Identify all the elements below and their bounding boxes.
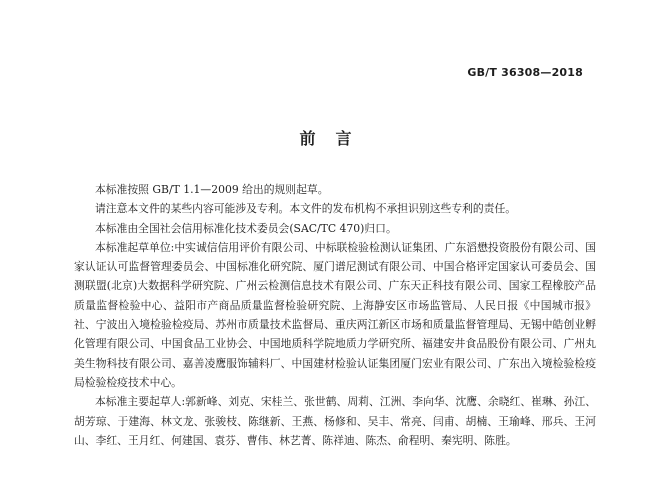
paragraph-drafting-rules: 本标准按照 GB/T 1.1—2009 给出的规则起草。 bbox=[95, 183, 329, 196]
standard-code: GB/T 36308—2018 bbox=[467, 66, 583, 79]
paragraph-committee: 本标准由全国社会信用标准化技术委员会(SAC/TC 470)归口。 bbox=[95, 221, 397, 235]
paragraph-patent-notice: 请注意本文件的某些内容可能涉及专利。本文件的发布机构不承担识别这些专利的责任。 bbox=[95, 202, 517, 216]
page-title: 前言 bbox=[299, 129, 372, 148]
paragraph-drafters: 本标准主要起草人:郭新峰、刘克、宋桂兰、张世鹤、周莉、江洲、李向华、沈鹰、余晓红、崔琳、孙江、胡芳琼、于建海、林文龙、张骏枝、陈继新、王燕、杨修和、吴丰、常亮、闫甫、胡楠、王瑜峰、邢兵、王河山、李红、王月红、何建国、袁芬、曹伟、林艺菁、陈祥迪、陈杰、俞程明、秦宪明、陈胜。 bbox=[74, 395, 596, 447]
paragraph-drafting-units: 本标准起草单位:中实诚信信用评价有限公司、中标联检验检测认证集团、广东滔懋投资股份有限公司、国家认证认可监督管理委员会、中国标准化研究院、厦门谱尼测试有限公司、中国合格评定国家认可委员会、国测联盟(北京)大数据科学研究院、广州云检测信息技术有限公司、广东天正科技有限公司、国家工程橡胶产品质量监督检验中心、益阳市产商品质量监督检验研究院、上海静安区市场监管局、人民日报《中国城市报》社、宁波出入境检验检疫局、苏州市质量技术监督局、重庆两江新区市场和质量监督管理局、无锡中皓创业孵化管理有限公司、中国食品工业协会、中国地质科学院地质力学研究所、福建安井食品股份有限公司、广州丸美生物科技有限公司、嘉善凌鹰服饰辅料厂、中国建材检验认证集团厦门宏业有限公司、广东出入境检验检疫局检验检疫技术中心。 bbox=[74, 240, 596, 389]
document-body bbox=[74, 180, 596, 450]
